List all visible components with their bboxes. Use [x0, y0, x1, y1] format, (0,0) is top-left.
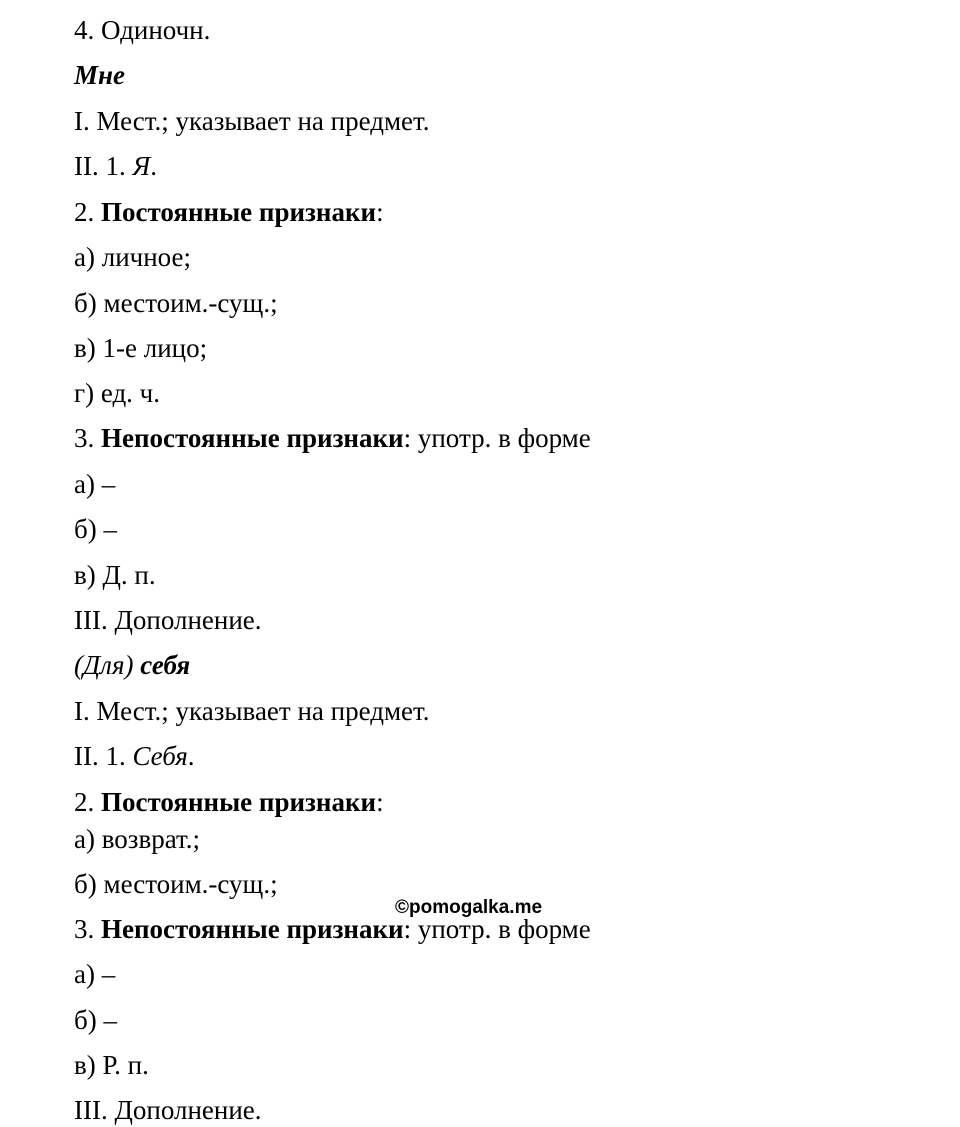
mne-constant-a: а) личное;: [74, 242, 191, 272]
mne-initial-form: [74, 150, 157, 182]
mne-nonconstant-suffix: : употр. в форме: [403, 423, 591, 453]
word-heading-sebya: [74, 649, 190, 681]
mne-nonconstant-a: а) –: [74, 469, 116, 499]
watermark-text: ©pomogalka.me: [395, 897, 543, 918]
sebya-nonconstant-suffix: : употр. в форме: [403, 914, 591, 944]
mne-initial-form-suffix: .: [150, 151, 157, 181]
mne-nonconstant-v: в) Д. п.: [74, 560, 156, 590]
mne-constant-features-heading: [74, 196, 384, 228]
sebya-constant-num: 2.: [74, 787, 101, 817]
sebya-nonconstant-num: 3.: [74, 914, 101, 944]
mne-constant-g: г) ед. ч.: [74, 378, 161, 408]
sebya-constant-features-heading: [74, 786, 384, 818]
sebya-nonconstant-b: б) –: [74, 1005, 117, 1035]
mne-nonconstant-num: 3.: [74, 423, 101, 453]
sebya-initial-form-word: Себя: [132, 741, 188, 771]
mne-part-of-speech: I. Мест.; указывает на предмет.: [74, 106, 430, 136]
sebya-nonconstant-v: в) Р. п.: [74, 1050, 149, 1080]
mne-constant-num: 2.: [74, 197, 101, 227]
sebya-initial-form: [74, 740, 195, 772]
sebya-word: себя: [140, 650, 191, 680]
mne-constant-v: в) 1-е лицо;: [74, 333, 208, 363]
sebya-initial-form-suffix: .: [187, 741, 195, 771]
sebya-nonconstant-a: а) –: [74, 959, 116, 989]
mne-initial-form-prefix: II. 1.: [74, 151, 133, 181]
sebya-preposition: (Для): [74, 650, 134, 680]
sebya-constant-colon: :: [376, 787, 384, 817]
word-heading-mne: Мне: [74, 60, 125, 90]
line-odinochn: 4. Одиночн.: [74, 15, 211, 45]
sebya-nonconstant-label: Непостоянные признаки: [101, 914, 404, 944]
mne-nonconstant-label: Непостоянные признаки: [101, 423, 404, 453]
mne-constant-label: Постоянные признаки: [101, 197, 377, 227]
mne-nonconstant-b: б) –: [74, 514, 117, 544]
mne-constant-b: б) местоим.-сущ.;: [74, 288, 278, 318]
mne-constant-colon: :: [376, 197, 384, 227]
sebya-constant-b: б) местоим.-сущ.;: [74, 869, 278, 899]
mne-initial-form-word: Я: [132, 151, 151, 181]
sebya-constant-label: Постоянные признаки: [101, 787, 377, 817]
mne-syntactic-role: III. Дополнение.: [74, 605, 262, 635]
sebya-syntactic-role: III. Дополнение.: [74, 1095, 262, 1125]
sebya-nonconstant-features-heading: [74, 913, 591, 945]
sebya-constant-a: а) возврат.;: [74, 824, 201, 854]
sebya-initial-form-prefix: II. 1.: [74, 741, 133, 771]
mne-nonconstant-features-heading: [74, 422, 591, 454]
sebya-part-of-speech: I. Мест.; указывает на предмет.: [74, 696, 430, 726]
